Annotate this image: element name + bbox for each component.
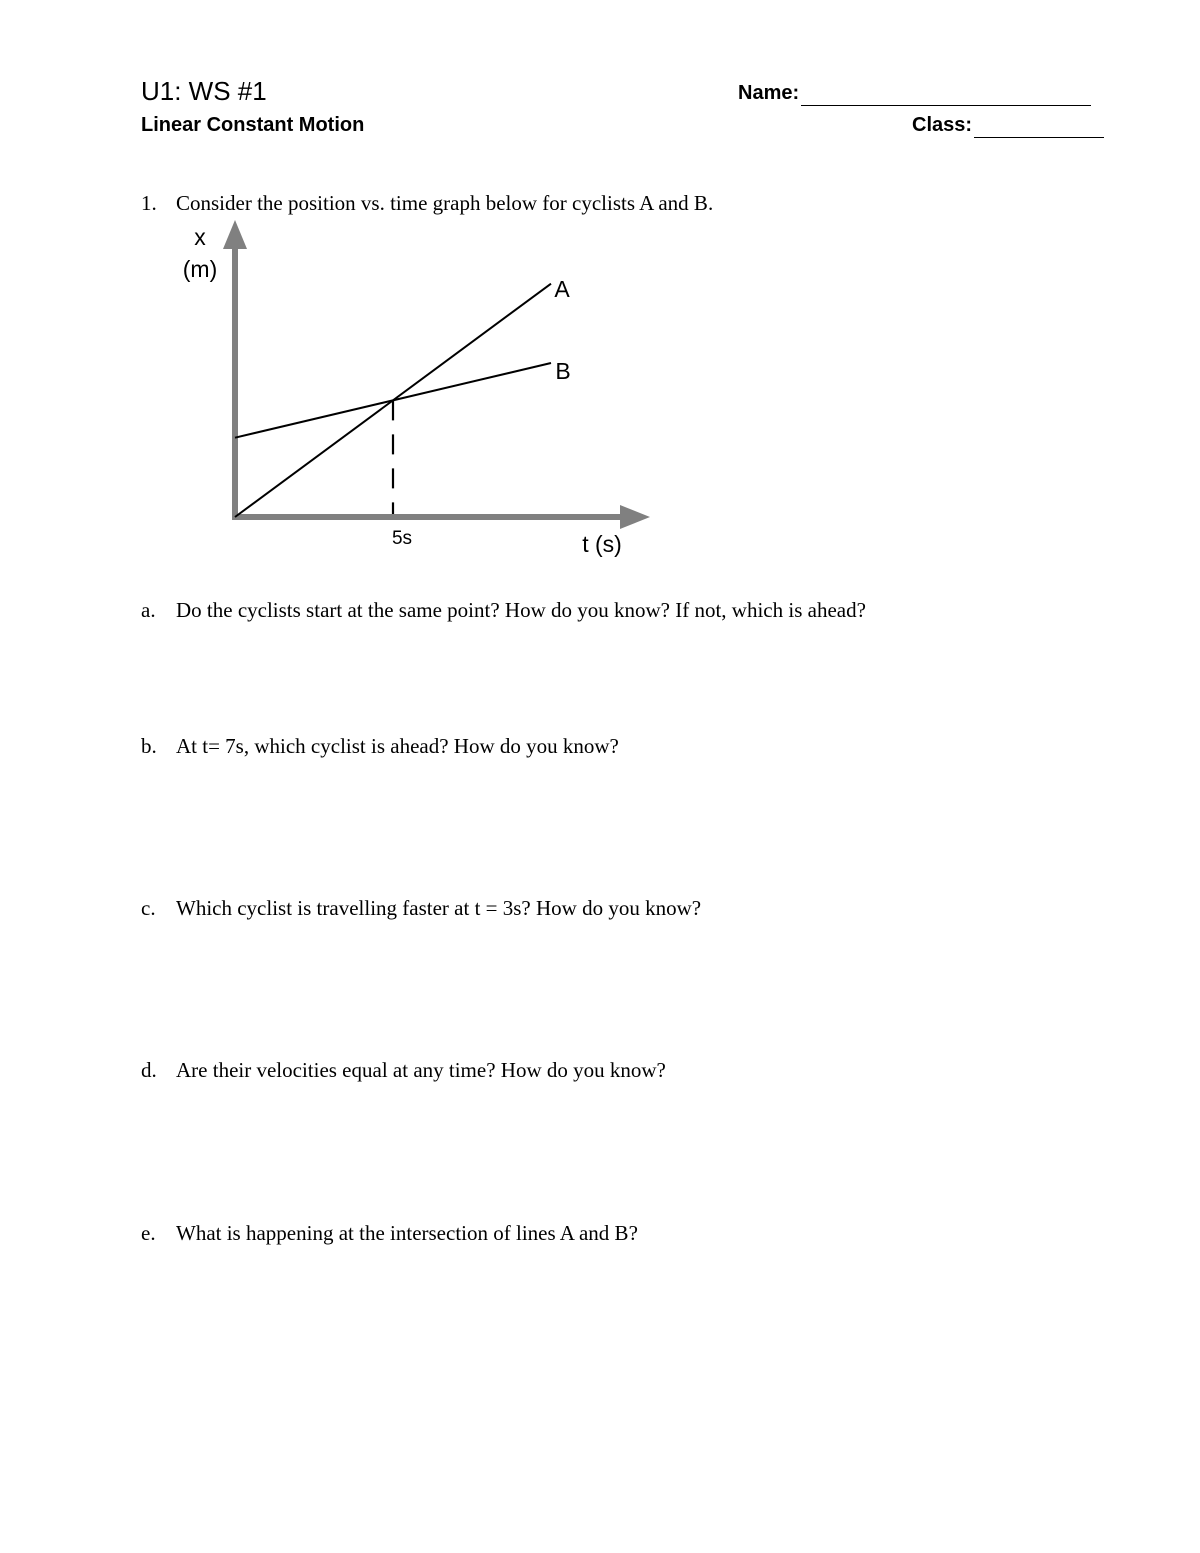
name-field (738, 80, 1091, 106)
subquestion-e (141, 1220, 638, 1246)
position-time-graph (170, 215, 670, 575)
y-axis-label-unit: (m) (182, 256, 218, 282)
x-axis-label: t (s) (582, 531, 622, 557)
subquestion-text: Which cyclist is travelling faster at t = 3s? How do you know? (176, 896, 702, 920)
worksheet-subtitle: Linear Constant Motion (141, 114, 365, 136)
name-blank-line (801, 84, 1091, 106)
subquestion-text: Are their velocities equal at any time? How do you know? (176, 1058, 666, 1082)
subquestion-c (141, 895, 701, 921)
class-field (912, 112, 1104, 138)
class-label: Class: (912, 114, 973, 136)
subquestion-label: a. (141, 598, 156, 622)
worksheet-title: U1: WS #1 (141, 76, 267, 106)
y-axis-label-x: x (194, 224, 206, 250)
class-blank-line (974, 116, 1104, 138)
subquestion-b (141, 733, 619, 759)
subquestion-text: Do the cyclists start at the same point? How do you know? If not, which is ahead? (176, 598, 866, 622)
subquestion-label: b. (141, 734, 157, 758)
graph-axes (223, 220, 650, 529)
subquestion-label: e. (141, 1221, 156, 1245)
question-number: 1. (141, 191, 157, 215)
subquestion-label: c. (141, 896, 156, 920)
subquestion-d (141, 1057, 666, 1083)
subquestion-a (141, 597, 866, 623)
name-label: Name: (738, 82, 800, 104)
series-label-B: B (555, 358, 571, 384)
subquestion-label: d. (141, 1058, 157, 1082)
x-axis-arrow (620, 505, 650, 529)
subquestion-text: What is happening at the intersection of lines A and B? (176, 1221, 638, 1245)
x-tick-label-5s: 5s (391, 528, 413, 549)
subquestion-text: At t= 7s, which cyclist is ahead? How do you know? (176, 734, 619, 758)
y-axis-arrow (223, 220, 247, 249)
question-text: Consider the position vs. time graph below for cyclists A and B. (176, 191, 714, 215)
question-1 (141, 190, 713, 216)
series-label-A: A (554, 276, 570, 302)
